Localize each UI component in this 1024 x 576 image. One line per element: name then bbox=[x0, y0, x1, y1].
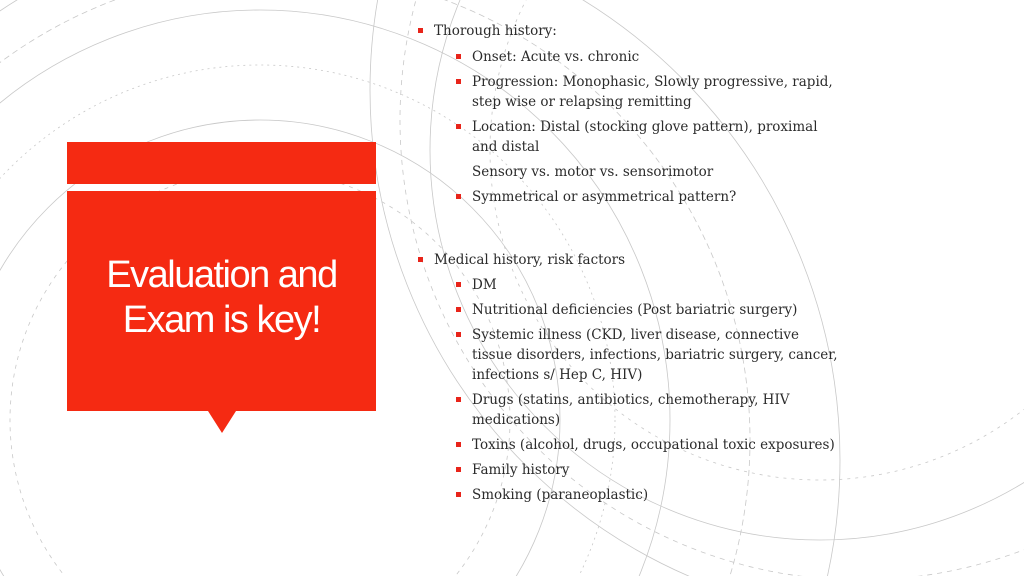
history-progression-line-1: Progression: Monophasic, Slowly progressive, rapid, bbox=[472, 74, 833, 90]
bullet-marker bbox=[418, 257, 423, 262]
history-progression-line-2: step wise or relapsing remitting bbox=[472, 94, 692, 110]
history-sensory: Sensory vs. motor vs. sensorimotor bbox=[472, 164, 714, 180]
bullet-marker bbox=[456, 282, 461, 287]
bullet-marker bbox=[456, 492, 461, 497]
medical-systemic-line-1: Systemic illness (CKD, liver disease, connective bbox=[472, 327, 799, 343]
medical-dm: DM bbox=[472, 277, 497, 293]
history-heading: Thorough history: bbox=[434, 23, 557, 39]
bullet-marker bbox=[456, 397, 461, 402]
bullet-marker bbox=[456, 467, 461, 472]
medical-systemic-line-3: infections s/ Hep C, HIV) bbox=[472, 367, 643, 383]
history-location-line-2: and distal bbox=[472, 139, 540, 155]
bullet-marker bbox=[456, 442, 461, 447]
bullet-marker bbox=[456, 307, 461, 312]
medical-toxins: Toxins (alcohol, drugs, occupational toxic exposures) bbox=[472, 437, 835, 453]
medical-drugs-line-2: medications) bbox=[472, 412, 561, 428]
bullet-marker bbox=[456, 54, 461, 59]
history-onset: Onset: Acute vs. chronic bbox=[472, 49, 640, 65]
medical-drugs-line-1: Drugs (statins, antibiotics, chemotherapy, HIV bbox=[472, 392, 790, 408]
slide-title-line-2: Exam is key! bbox=[122, 299, 321, 341]
bullet-marker bbox=[456, 332, 461, 337]
medical-heading: Medical history, risk factors bbox=[434, 252, 626, 268]
bullet-marker bbox=[456, 194, 461, 199]
bullet-marker bbox=[456, 124, 461, 129]
history-location-line-1: Location: Distal (stocking glove pattern), proximal bbox=[472, 119, 818, 135]
bullet-marker bbox=[418, 28, 423, 33]
history-symmetry: Symmetrical or asymmetrical pattern? bbox=[472, 189, 737, 205]
medical-nutritional: Nutritional deficiencies (Post bariatric surgery) bbox=[472, 302, 798, 318]
medical-smoking: Smoking (paraneoplastic) bbox=[472, 487, 649, 503]
medical-family: Family history bbox=[472, 462, 570, 478]
medical-systemic-line-2: tissue disorders, infections, bariatric surgery, cancer, bbox=[472, 347, 838, 363]
bullet-marker bbox=[456, 79, 461, 84]
slide-title-line-1: Evaluation and bbox=[106, 254, 337, 296]
